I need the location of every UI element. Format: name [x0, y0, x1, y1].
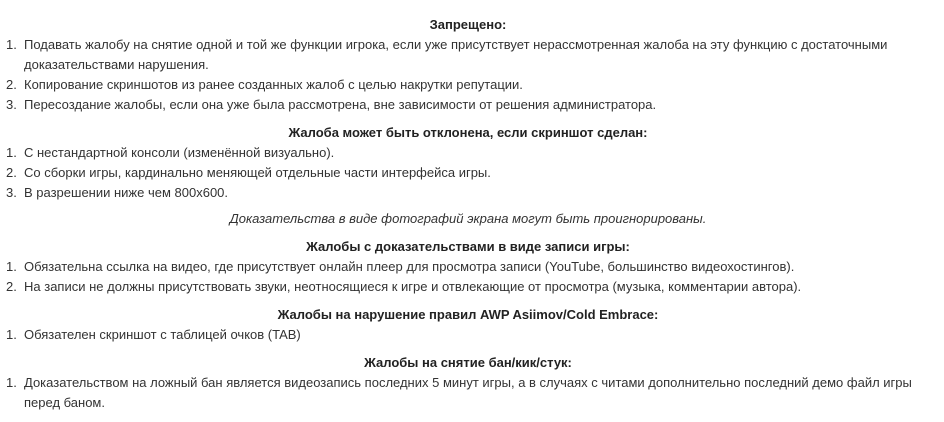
rules-list: [6, 373, 930, 413]
item-number: 1.: [6, 145, 17, 160]
section-forbidden: [6, 15, 930, 115]
item-text: Со сборки игры, кардинально меняющей отдельные части интерфейса игры.: [24, 165, 491, 180]
section-heading: Жалобы с доказательствами в виде записи игры:: [306, 239, 630, 254]
photo-note: Доказательства в виде фотографий экрана могут быть проигнорированы.: [229, 211, 707, 226]
section-awp-rules: [6, 305, 930, 345]
item-number: 3.: [6, 185, 17, 200]
item-text: В разрешении ниже чем 800x600.: [24, 185, 229, 200]
item-text: Копирование скриншотов из ранее созданных жалоб с целью накрутки репутации.: [24, 77, 523, 92]
item-text: Доказательством на ложный бан является видеозапись последних 5 минут игры, а в случаях с читами дополнительно последний демо файл игры перед баном.: [24, 375, 912, 410]
item-text: Обязательна ссылка на видео, где присутствует онлайн плеер для просмотра записи (YouTube, большинство видеохостингов).: [24, 259, 795, 274]
item-number: 2.: [6, 165, 17, 180]
rules-list: [6, 143, 930, 203]
rules-list: [6, 257, 930, 297]
list-item: [6, 75, 930, 95]
list-item: [6, 163, 930, 183]
item-number: 2.: [6, 77, 17, 92]
section-heading: Жалобы на нарушение правил AWP Asiimov/Cold Embrace:: [277, 307, 659, 322]
list-item: [6, 373, 930, 413]
item-text: На записи не должны присутствовать звуки, неотносящиеся к игре и отвлекающие от просмотра (музыка, комментарии автора).: [24, 279, 802, 294]
item-number: 1.: [6, 327, 17, 342]
item-text: С нестандартной консоли (изменённой визуально).: [24, 145, 335, 160]
item-number: 3.: [6, 97, 17, 112]
section-heading: Запрещено:: [429, 17, 507, 32]
item-number: 1.: [6, 37, 17, 52]
section-ban-appeal: [6, 353, 930, 413]
list-item: [6, 95, 930, 115]
list-item: [6, 35, 930, 75]
item-text: Обязателен скриншот с таблицей очков (TAB): [24, 327, 301, 342]
rules-list: [6, 325, 930, 345]
list-item: [6, 277, 930, 297]
list-item: [6, 257, 930, 277]
list-item: [6, 143, 930, 163]
section-screenshot-rejection: [6, 123, 930, 229]
section-heading: Жалоба может быть отклонена, если скриншот сделан:: [288, 125, 648, 140]
item-text: Пересоздание жалобы, если она уже была рассмотрена, вне зависимости от решения администратора.: [24, 97, 657, 112]
item-number: 2.: [6, 279, 17, 294]
item-number: 1.: [6, 259, 17, 274]
list-item: [6, 325, 930, 345]
rules-list: [6, 35, 930, 115]
section-video-evidence: [6, 237, 930, 297]
section-heading: Жалобы на снятие бан/кик/стук:: [364, 355, 572, 370]
item-number: 1.: [6, 375, 17, 390]
list-item: [6, 183, 930, 203]
item-text: Подавать жалобу на снятие одной и той же функции игрока, если уже присутствует нерассмотренная жалоба на эту функцию с достаточными доказательствами нарушения.: [24, 37, 888, 72]
